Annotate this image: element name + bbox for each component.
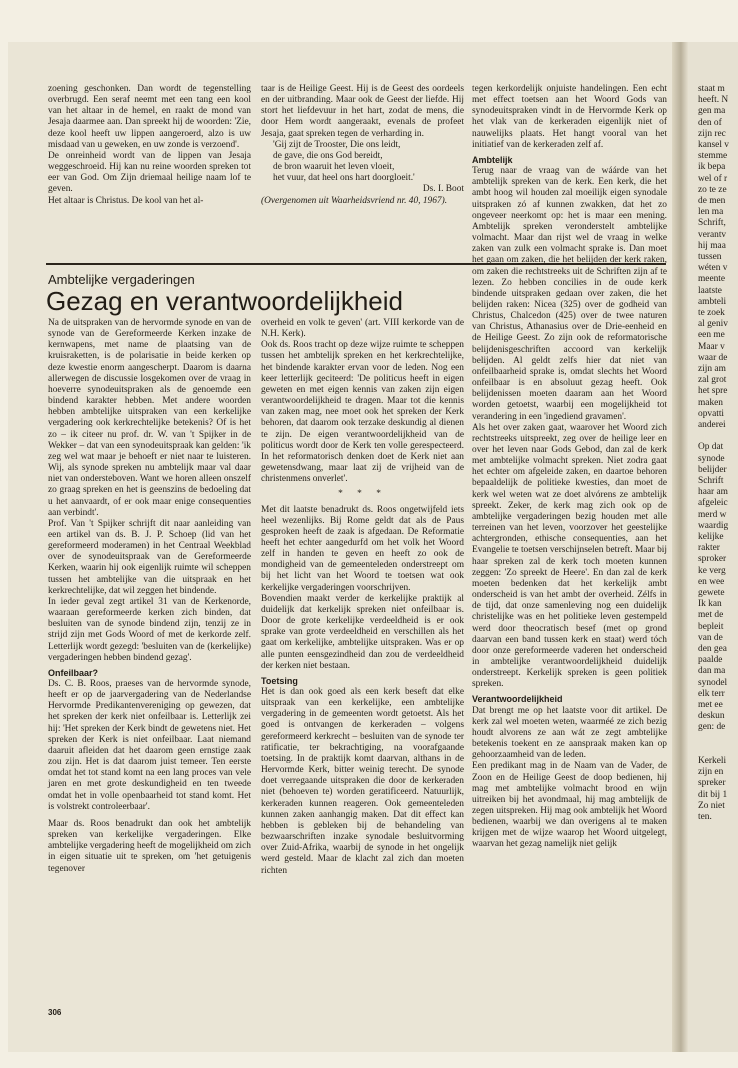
paragraph: Prof. Van 't Spijker schrijft dit naar aanleiding van een artikel van ds. B. J. P. Schoep (lid van het gereformeerd moderamen) in het Centraal Weekblad over de synodeuitspraak van de Gereformeerde Kerken, waarin hij ook eigenlijk ruimte wil scheppen tussen het ambtelijke van die uitspraak en het kerkrechtelijke, dat wil zeggen het bindende.: [48, 518, 251, 596]
source-note: (Overgenomen uit Waarheidsvriend nr. 40, 1967).: [261, 195, 448, 206]
next-page-line: zijn en: [698, 767, 724, 778]
next-page-line: synodel: [698, 677, 728, 688]
next-page-line: laatste: [698, 285, 722, 296]
next-page-line: bepleit: [698, 621, 724, 632]
next-page-line: zijn am: [698, 364, 726, 374]
subheading-ambtelijk: Ambtelijk: [472, 154, 513, 165]
author-signature: Ds. I. Boot: [422, 184, 464, 195]
next-page-line: den of: [698, 117, 722, 128]
next-page-line: len ma: [698, 207, 724, 218]
next-page-line: kelijke: [698, 532, 724, 542]
next-page-line: gewete: [698, 588, 725, 598]
poem-line: 'Gij zijt de Trooster, Die ons leidt,: [273, 139, 401, 150]
next-page-line: zijn rec: [698, 128, 726, 139]
paragraph: In ieder geval zegt artikel 31 van de Kerkenorde, waaraan gereformeerde kerken zich binden, dat besluiten van de synode bindend zijn, tenzij ze in strijd zijn met Gods Woord of met de kerkorde zelf. Letterlijk wordt gezegd: 'besluiten van de (kerkelijke) vergaderingen hebben bindend gezag'.: [48, 596, 251, 663]
paragraph: Na de uitspraken van de hervormde synode en van de synode van de Gereformeerde Kerken inzake de kernwapens, met name de plaatsing van de kruisraketten, is de polarisatie in beide kerken op deze kwestie enorm aangescherpt. Daarom is daarna allerwegen de discussie losgekomen over de vraag in hoeverre synodeuitspraken als de genoemde een bindend karakter hebben. Met andere woorden hebben ambtelijke uitspraken van een kerkelijke vergadering ook kerkrechtelijke betekenis? Of is het zo – ik citeer nu prof. dr. W. van 't Spijker in de Wekker – dat van een synodeuitspraak kan gelden: 'ik zeg wel wat maar je behoeft er niet naar te luisteren. Wij, als synode spreken nu ambtelijk maar val daar niet van ondersteboven. Want we horen alleen onszelf zo graag spreken en het is geenszins de bedoeling dat u het aanvaardt, of er ook maar enige consequenties aan verbindt'.: [48, 318, 251, 518]
paragraph: taar is de Heilige Geest. Hij is de Geest des oordeels en der uitbranding. Maar ook de Geest der liefde. Hij stort het liefdevuur in het hart, zodat de mens, die door Hem wordt aangeraakt, evenals de profeet Jesaja, gaat spreken tegen de verharding in.: [261, 84, 464, 139]
next-page-line: te zoek: [698, 308, 725, 318]
paragraph: De onreinheid wordt van de lippen van Jesaja weggeschroeid. Hij kan nu reine woorden spreken tot eer van God. Om Zijn driemaal heilige naam lof te geven.: [48, 150, 251, 195]
article-col1: [48, 318, 251, 875]
next-page-line: Maar v: [698, 341, 725, 352]
next-page-line: de men: [698, 196, 726, 206]
paragraph: Het is dan ook goed als een kerk beseft dat elke uitspraak van een kerkelijke, een ambtelijke vergadering in de gemeenten wordt getoetst. Als het goed is ontvangen de kerkeraden – volgens gereformeerd kerkrecht – besluiten van de synode ter ratificatie, ter bekrachtiging, na voorafgaande toetsing. In de praktijk komt daarvan, althans in de Hervormde Kerk, bitter weinig terecht. De synode doet verregaande uitspraken die door de kerkeraden niet (behoeven te) worden geratificeerd. Natuurlijk, kerkeraden kunnen reageren. Ook gemeenteleden kunnen zaken aanhangig maken. Dat dit effect kan hebben is gebleken bij de behandeling van bezwaarschriften inzake synodale besluitvorming over Zuid-Afrika, waarbij de synode in het ongelijk werd gesteld. Maar de klacht zal zich dan moeten richten: [261, 687, 464, 876]
next-page-line: anderei: [698, 420, 726, 430]
next-page-line: staat m: [698, 84, 725, 94]
paragraph: Dat brengt me op het laatste voor dit artikel. De kerk zal wel moeten weten, waarméé ze zich bezig houdt alvorens ze aan wát ze zegt ambtelijke betekenis toekent en ze aanspraak maken kan op gehoorzaamheid van de leden.: [472, 705, 667, 761]
paragraph: Een predikant mag in de Naam van de Vader, de Zoon en de Heilige Geest de doop bedienen, hij mag met ambtelijke volmacht brood en wijn uitreiken bij het avondmaal, hij mag ambtelijk de zegen uitspreken. Hij mag ook ambtelijk het Woord bedienen, waarbij we dan overigens al te maken krijgen met de wijze waarop het Woord uitgelegt, waarvan het gezag namelijk niet gelijk: [472, 761, 667, 850]
hymn-quote: [261, 140, 464, 185]
subheading-onfeilbaar: Onfeilbaar?: [48, 667, 99, 678]
paragraph: Als het over zaken gaat, waarover het Woord zich rechtstreeks uitspreekt, zeg over de heilige leer en over het leven naar Gods Gebod, dan zal de kerk met ambtelijke volmacht spreken. Niet zodra gaat het echter om afgeleide zaken, en daartoe behoren bepaaldelijk de politieke kwesties, dan moet de kerk wel weten wat ze doet alvórens ze ambtelijk spreekt. Zeker, de kerk mag zich ook op de ambtelijke vergaderingen bezig houden met alle terreinen van het leven, voorzover het geestelijke achtergronden, ethische consequenties, aan het Evangelie te toetsen verschijnselen betreft. Maar bij haar spreken zal de kerk toch moeten kunnen zeggen: 'Zo spreekt de Heere'. En dan zal de kerk moeten bedenken dat het kerkelijk ambt onderscheid is van het ambt der overheid. Zélfs in de tijd, dat onze samenleving nog een duidelijk christelijke was en het politieke leven gestempeld werd door theocratisch besef (met op grond daarvan een band tussen kerk en staat) werd tóch door onze gereformeerde vaderen het onderscheid in ambtelijke verantwoordelijkheid duidelijk onderstreept. Kerkelijk spreken is geen politiek spreken.: [472, 422, 667, 690]
next-page-line: ik bepa: [698, 162, 726, 173]
next-page-line: waardig: [698, 520, 729, 531]
next-page-line: gen ma: [698, 106, 726, 117]
next-page-line: elk terr: [698, 688, 725, 699]
subheading-verantwoordelijkheid: Verantwoordelijkheid: [472, 694, 563, 705]
paragraph: Met dit laatste benadrukt ds. Roos ongetwijfeld iets heel wezenlijks. Bij Rome geldt dat als de Paus gesproken heeft de zaak is afgedaan. De Reformatie heeft het echter aangedurfd om het volk het Woord zelf in handen te geven en heeft zo ook de mondigheid van de gemeenteleden onderstreept om bij het licht van het Woord te toetsen wat ook kerkelijke vergaderingen voorschrijven.: [261, 504, 464, 593]
next-page-line: dit bij 1: [698, 789, 728, 800]
next-page-line: stemme: [698, 151, 728, 162]
next-page-line: ten.: [698, 812, 712, 822]
next-page-line: Op dat: [698, 442, 724, 453]
next-page-line: Ik kan: [698, 599, 722, 610]
next-page-line: ke verg: [698, 565, 726, 576]
article-col2: [261, 318, 464, 877]
next-page-line: hij maa: [698, 240, 726, 251]
next-page-line: zo te ze: [698, 184, 727, 195]
next-page-line: afgeleic: [698, 498, 728, 509]
paragraph: Terug naar de vraag van de wáárde van het ambtelijk spreken van de kerk. Een kerk, die het ambt hoog wil houden zal moeilijk eigen synodale uitspraken zó af kunnen zwakken, dat het zo ongeveer neerkomt op: het is maar een mening. Ambtelijk spreken veronderstelt ambtelijke volmacht. Maar dan rijst wel de vraag in welke zaken van zulk een volmacht sprake is. Dan moet het gaan om zaken, die het belijden der kerk raken, om zaken die rechtstreeks uit de Schriften zijn af te lezen. Zo hebben concilies in de oude kerk bindende uitspraken gedaan over zaken, die het belijden raken: Nicea (325) over de godheid van Christus, Chalcedon (425) over de twee naturen van Christus, Athanasius over de Drie-eenheid en de Heilige Geest. Zo zijn ook de reformatorische belijdenisgeschriften accoord van kerkelijk belijden. Al geldt zelfs hier dat niet van onfeilbaarheid sprake is, omdat slechts het Woord onfeilbaar is en absoluut gezag heeft. Ook belijdenissen moeten daaram aan het Woord worden getoetst, waarbij een mogelijkheid tot verandering in een 'ingediend gravamen'.: [472, 166, 667, 422]
subheading-toetsing: Toetsing: [261, 675, 298, 686]
next-page-line: een me: [698, 330, 725, 341]
paragraph: Bovendien maakt verder de kerkelijke praktijk al duidelijk dat kerkelijk spreken niet onfeilbaar is. Door de grote kerkelijke verdeeldheid is er ook sprake van grote verdeeldheid en verschillen als het gaat om kerkelijke, ambtelijke uitspraken. Was er op alle punten eensgezindheid dan zou de verdeeldheid der kerken niet bestaan.: [261, 593, 464, 671]
page-number: 306: [48, 1008, 62, 1017]
paragraph: tegen kerkordelijk onjuiste handelingen. Een echt met effect toetsen aan het Woord Gods van synodeuitspraken vindt in de Hervormde Kerk op het vlak van de kerkeraden eigenlijk niet of nauwelijks plaats. Het hangt vooral van het initiatief van de kerkeraden zelf af.: [472, 84, 667, 150]
next-page-line: het spre: [698, 386, 728, 397]
next-page-line: dan ma: [698, 666, 726, 677]
section-break-stars: * * *: [338, 489, 387, 500]
next-page-line: gen: de: [698, 722, 726, 733]
page-gutter: [672, 42, 688, 1052]
article-kicker: Ambtelijke vergaderingen: [48, 272, 195, 287]
prev-article-col2: [261, 84, 464, 207]
next-page-line: maken: [698, 397, 723, 408]
next-page-fragment: [688, 42, 738, 1052]
next-page-line: met ee: [698, 700, 723, 710]
next-page-line: wéten v: [698, 263, 728, 274]
next-page-line: Zo niet: [698, 800, 725, 811]
next-page-line: spreker: [698, 778, 726, 789]
paragraph: overheid en volk te geven' (art. VIII kerkorde van de N.H. Kerk).: [261, 318, 464, 340]
next-page-line: merd w: [698, 509, 727, 520]
poem-line: de bron waaruit het leven vloeit,: [273, 162, 395, 173]
next-page-line: zal grot: [698, 375, 727, 386]
next-page-line: heeft. N: [698, 95, 729, 106]
next-page-line: al geniv: [698, 319, 728, 330]
next-page-line: verantv: [698, 229, 727, 240]
next-page-line: opvatti: [698, 408, 725, 419]
next-page-line: wel of r: [698, 173, 728, 184]
next-page-line: belijder: [698, 464, 727, 475]
poem-line: het vuur, dat heel ons hart doorgloeit.': [273, 173, 415, 184]
next-page-line: Schrift: [698, 476, 724, 486]
next-page-line: deskun: [698, 711, 725, 722]
article-headline: Gezag en verantwoordelijkheid: [46, 286, 403, 316]
paragraph: Maar ds. Roos benadrukt dan ook het ambtelijk spreken van kerkelijke vergaderingen. Elke ambtelijke vergadering heeft de mogelijkheid om zich in eigen situatie uit te spreken, om 'het getuigenis tegenover: [48, 818, 251, 874]
next-page-line: synode: [698, 453, 725, 464]
article-col3: [472, 84, 667, 851]
next-page-line: Kerkeli: [698, 756, 727, 766]
next-page-line: sproker: [698, 554, 727, 565]
next-page-line: kansel v: [698, 140, 729, 150]
next-page-line: van de: [698, 632, 723, 643]
next-page-line: rakter: [698, 543, 720, 554]
next-page-line: Schrift,: [698, 218, 726, 229]
paragraph: Ds. C. B. Roos, praeses van de hervormde synode, heeft er op de jaarvergadering van de Nederlandse Hervormde Predikantenvereniging op gewezen, dat het spreken der kerk niet onfeilbaar is. Letterlijk zei hij: 'Het spreken der Kerk bindt de gewetens niet. Het spreken der Kerk is niet onfeilbaar. Laat niemand daaruit afleiden dat het daarom geen ernstige zaak zou zijn. Het is dat daarom juist temeer. Ten eerste omdat het tot stand komt na een lang proces van vele jaren en met grote deskundigheid en ten tweede omdat het in volle openbaarheid tot stand komt. Het is volstrekt controleerbaar'.: [48, 679, 251, 812]
next-page-line: den gea: [698, 644, 727, 654]
paragraph: Ook ds. Roos tracht op deze wijze ruimte te scheppen tussen het ambtelijk spreken en het kerkrechtelijke, het bindende karakter ervan voor de leden. Nog een keer letterlijk geciteerd: 'De politicus heeft in eigen geweten en met eigen kennis van zaken zijn eigen verantwoordelijkheid te dragen. Maar tot die kennis van zaken mag, nee moet ook het spreken der Kerk behoren, dat daarom ook terzake deskundig al dienen te zijn. De eigen verantwoordelijkheid van de politicus wordt door de Kerk ten volle gerespecteerd. In het reformatorisch denken doet de Kerk niet aan gewetensdwang, maar laat zij de vrijheid van de christenmens onverlet'.: [261, 340, 464, 485]
next-page-line: meente: [698, 274, 726, 285]
next-page-line: waar de: [698, 352, 728, 363]
next-page-line: tussen: [698, 252, 722, 262]
next-page-line: met de: [698, 610, 724, 621]
paragraph: Het altaar is Christus. De kool van het al-: [48, 195, 204, 206]
next-page-line: ambteli: [698, 296, 727, 307]
prev-article-col1: [48, 84, 251, 207]
next-page-line: en wee: [698, 576, 725, 587]
poem-line: de gave, die ons God bereidt,: [273, 150, 383, 161]
next-page-line: haar am: [698, 487, 728, 498]
paragraph: zoening geschonken. Dan wordt de tegenstelling overbrugd. Een seraf neemt met een tang een kool van het altaar in de hemel, en raakt de mond van Jesaja daarmee aan. Dan spreekt hij de woorden: 'Zie, deze kool heeft uw lippen aangeroerd, alzo is uw misdaad van u geweken, en uw zonde is verzoend'.: [48, 84, 251, 150]
next-page-line: paalde: [698, 655, 723, 666]
